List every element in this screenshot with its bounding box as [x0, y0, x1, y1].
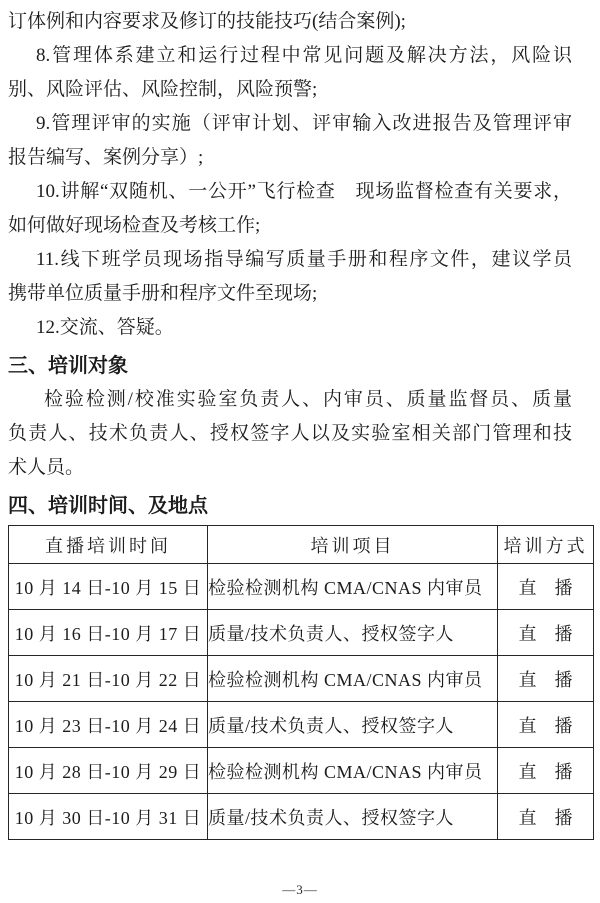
cell-date: 10 月 21 日-10 月 22 日: [9, 656, 208, 702]
column-header-date: 直播培训时间: [9, 526, 208, 564]
cell-date: 10 月 28 日-10 月 29 日: [9, 748, 208, 794]
body-line-item-9-cont: 报告编写、案例分享）;: [8, 147, 204, 168]
body-line-continuation: 订体例和内容要求及修订的技能技巧(结合案例);: [8, 11, 406, 32]
body-line-item-8: 8.管理体系建立和运行过程中常见问题及解决方法，风险识: [36, 45, 572, 66]
body-line-item-11-cont: 携带单位质量手册和程序文件至现场;: [8, 283, 318, 304]
cell-method: 直 播: [498, 656, 594, 702]
cell-project: 检验检测机构 CMA/CNAS 内审员: [208, 748, 498, 794]
cell-method: 直 播: [498, 748, 594, 794]
cell-project: 质量/技术负责人、授权签字人: [208, 794, 498, 840]
table-row: [9, 610, 594, 656]
column-header-method: 培训方式: [498, 526, 594, 564]
page-number: —3—: [282, 882, 318, 897]
cell-project: 检验检测机构 CMA/CNAS 内审员: [208, 656, 498, 702]
cell-method: 直 播: [498, 702, 594, 748]
body-line-item-10: 10.讲解“双随机、一公开”飞行检查 现场监督检查有关要求，: [36, 181, 572, 202]
body-line-item-8-cont: 别、风险评估、风险控制，风险预警;: [8, 79, 318, 100]
table-row: [9, 702, 594, 748]
body-line-item-11: 11.线下班学员现场指导编写质量手册和程序文件，建议学员: [36, 249, 572, 270]
cell-project: 质量/技术负责人、授权签字人: [208, 702, 498, 748]
section-heading-training-target: 三、培训对象: [8, 355, 128, 377]
body-line-item-12: 12.交流、答疑。: [36, 317, 174, 338]
cell-project: 质量/技术负责人、授权签字人: [208, 610, 498, 656]
table-row: [9, 794, 594, 840]
cell-project: 检验检测机构 CMA/CNAS 内审员: [208, 564, 498, 610]
column-header-project: 培训项目: [208, 526, 498, 564]
training-schedule-table: [8, 525, 594, 840]
section-heading-training-time: 四、培训时间、及地点: [8, 495, 208, 517]
table-row: [9, 656, 594, 702]
cell-date: 10 月 14 日-10 月 15 日: [9, 564, 208, 610]
training-target-line: 术人员。: [8, 457, 85, 478]
training-target-line: 检验检测/校准实验室负责人、内审员、质量监督员、质量: [44, 389, 572, 410]
table-row: [9, 748, 594, 794]
cell-method: 直 播: [498, 794, 594, 840]
cell-method: 直 播: [498, 564, 594, 610]
body-line-item-9: 9.管理评审的实施（评审计划、评审输入改进报告及管理评审: [36, 113, 572, 134]
cell-method: 直 播: [498, 610, 594, 656]
training-target-line: 负责人、技术负责人、授权签字人以及实验室相关部门管理和技: [8, 423, 572, 444]
cell-date: 10 月 16 日-10 月 17 日: [9, 610, 208, 656]
cell-date: 10 月 30 日-10 月 31 日: [9, 794, 208, 840]
table-header-row: [9, 526, 594, 564]
cell-date: 10 月 23 日-10 月 24 日: [9, 702, 208, 748]
table-row: [9, 564, 594, 610]
body-line-item-10-cont: 如何做好现场检查及考核工作;: [8, 215, 261, 236]
